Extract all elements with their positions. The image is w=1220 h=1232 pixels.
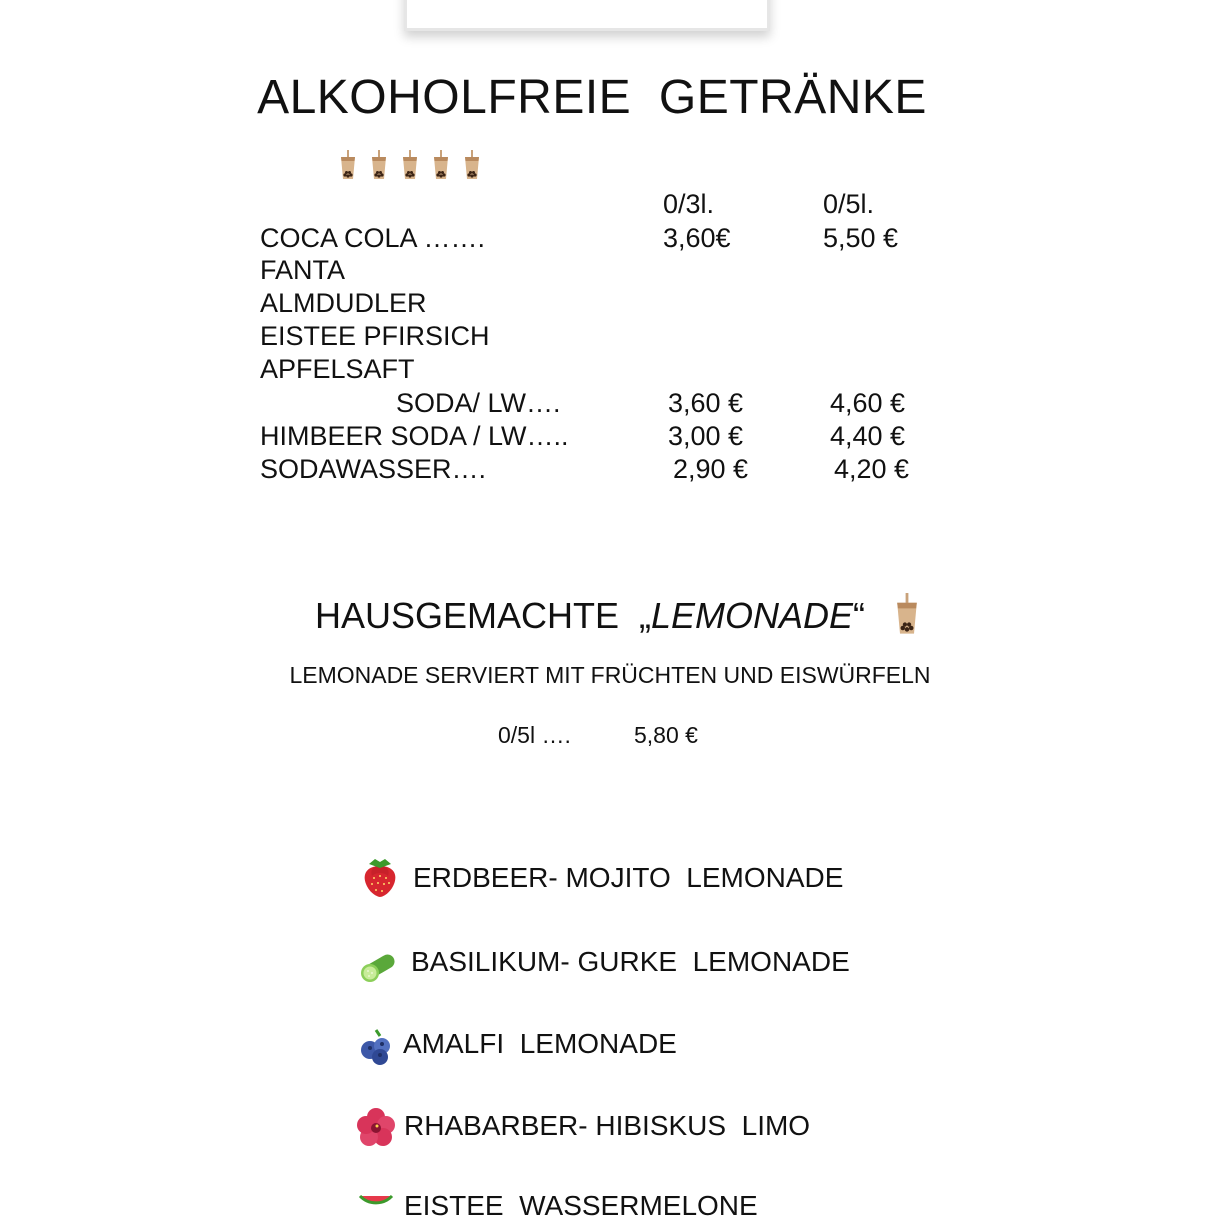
drink-name: APFELSAFT [260, 354, 415, 384]
drink-price-large: 4,60 € [830, 388, 906, 418]
bubble-tea-icon [431, 150, 451, 180]
strawberry-icon [360, 854, 400, 898]
drink-price-small: 2,90 € [673, 454, 749, 484]
section-title [0, 595, 1180, 637]
flavor-name: RHABARBER- HIBISKUS LIMO [404, 1110, 811, 1141]
flavor-name: AMALFI LEMONADE [403, 1028, 677, 1059]
lemonade-size: 0/5l …. [498, 722, 571, 748]
drink-price-small: 3,60€ [663, 223, 731, 253]
drink-price-large: 5,50 € [823, 223, 899, 253]
drink-name: SODA/ LW…. [396, 388, 561, 418]
drink-price-large: 4,40 € [830, 421, 906, 451]
lemonade-description: LEMONADE SERVIERT MIT FRÜCHTEN UND EISWÜRFELN [289, 662, 931, 688]
drink-price-large: 4,20 € [834, 454, 910, 484]
drink-name: FANTA [260, 255, 346, 285]
drink-name: EISTEE PFIRSICH [260, 321, 490, 351]
drink-name: SODAWASSER…. [260, 454, 487, 484]
bubble-tea-icon [462, 150, 482, 180]
drink-name: COCA COLA ……. [260, 223, 486, 253]
bubble-tea-icon [338, 150, 358, 180]
watermelon-icon [356, 1188, 396, 1232]
drink-price-small: 3,60 € [668, 388, 744, 418]
drink-price-small: 3,00 € [668, 421, 744, 451]
bubble-tea-icon [893, 593, 921, 640]
lemonade-price: 5,80 € [634, 722, 698, 748]
section-title-suffix: “ [853, 595, 866, 636]
bubble-tea-icon [400, 150, 420, 180]
bubble-tea-icon [369, 150, 389, 180]
page-title: ALKOHOLFREIE GETRÄNKE [257, 71, 927, 124]
flavor-name: ERDBEER- MOJITO LEMONADE [413, 862, 844, 893]
flavor-name: EISTEE WASSERMELONE [404, 1190, 758, 1221]
size-header-small: 0/3l. [663, 189, 715, 219]
section-title-name: LEMONADE [650, 595, 854, 636]
drink-name: ALMDUDLER [260, 288, 427, 318]
header-icons [338, 150, 482, 180]
top-frame [404, 0, 770, 31]
section-title-prefix: HAUSGEMACHTE „ [314, 595, 651, 636]
flavor-name: BASILIKUM- GURKE LEMONADE [411, 946, 850, 977]
drink-name: HIMBEER SODA / LW….. [260, 421, 569, 451]
hibiscus-icon [356, 1105, 396, 1149]
size-header-large: 0/5l. [823, 189, 875, 219]
blueberries-icon [356, 1024, 396, 1068]
cucumber-icon [356, 942, 396, 986]
